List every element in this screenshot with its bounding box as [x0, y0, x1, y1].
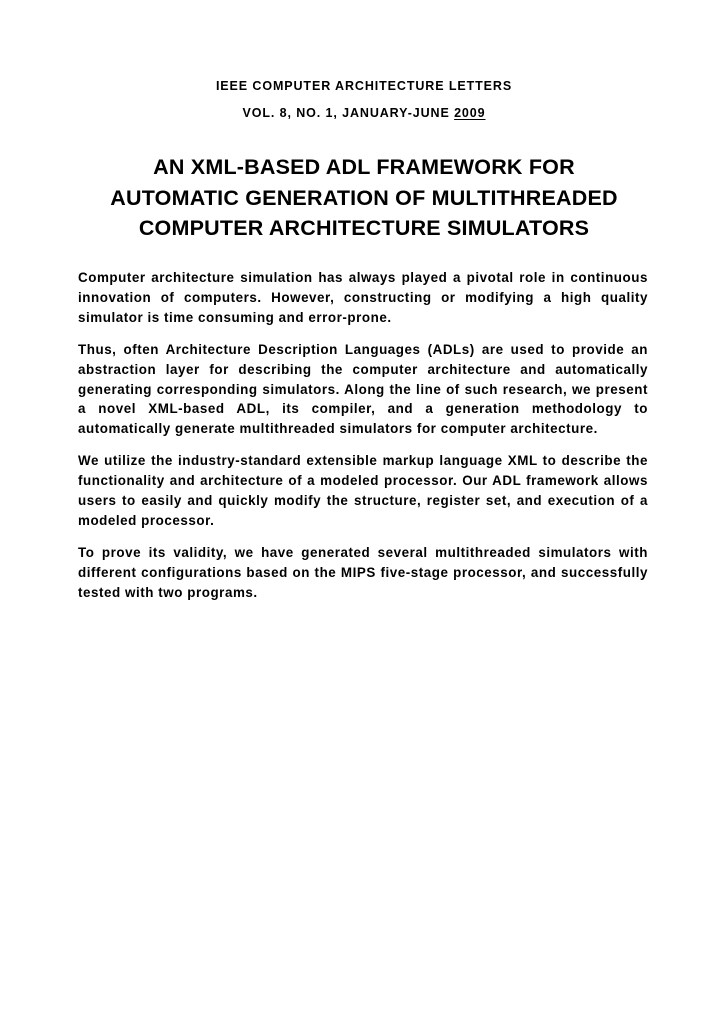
abstract: [78, 268, 648, 615]
paper-title-line-1: AN XML-BASED ADL FRAMEWORK FOR: [153, 155, 575, 179]
abstract-paragraph-3: We utilize the industry-standard extensible markup language XML to describe the functionality and architecture of a modeled processor. Our ADL framework allows users to easily and quickly modify the structure, register set, and execution of a modeled processor.: [78, 453, 648, 528]
abstract-paragraph-1: Computer architecture simulation has always played a pivotal role in continuous innovation of computers. However, constructing or modifying a high quality simulator is time consuming and error-prone.: [78, 270, 648, 325]
abstract-paragraph-4: To prove its validity, we have generated several multithreaded simulators with different configurations based on the MIPS five-stage processor, and successfully tested with two programs.: [78, 544, 648, 600]
journal-volume-line: [0, 106, 728, 120]
paper-title-line-3: COMPUTER ARCHITECTURE SIMULATORS: [138, 216, 590, 240]
paper-title: [0, 152, 728, 244]
paper-title-line-2: AUTOMATIC GENERATION OF MULTITHREADED: [110, 185, 618, 210]
journal-name: IEEE COMPUTER ARCHITECTURE LETTERS: [215, 79, 513, 93]
abstract-paragraph-2: Thus, often Architecture Description Languages (ADLs) are used to provide an abstraction layer for describing the computer architecture and automatically generating corresponding simulators. Along the line of such research, we present a novel XML-based ADL, its compiler, and a generation methodology to automatically generate multithreaded simulators for computer architecture.: [78, 341, 648, 437]
journal-volume: VOL. 8, NO. 1, JANUARY-JUNE: [242, 106, 455, 120]
journal-year: 2009: [454, 106, 486, 120]
